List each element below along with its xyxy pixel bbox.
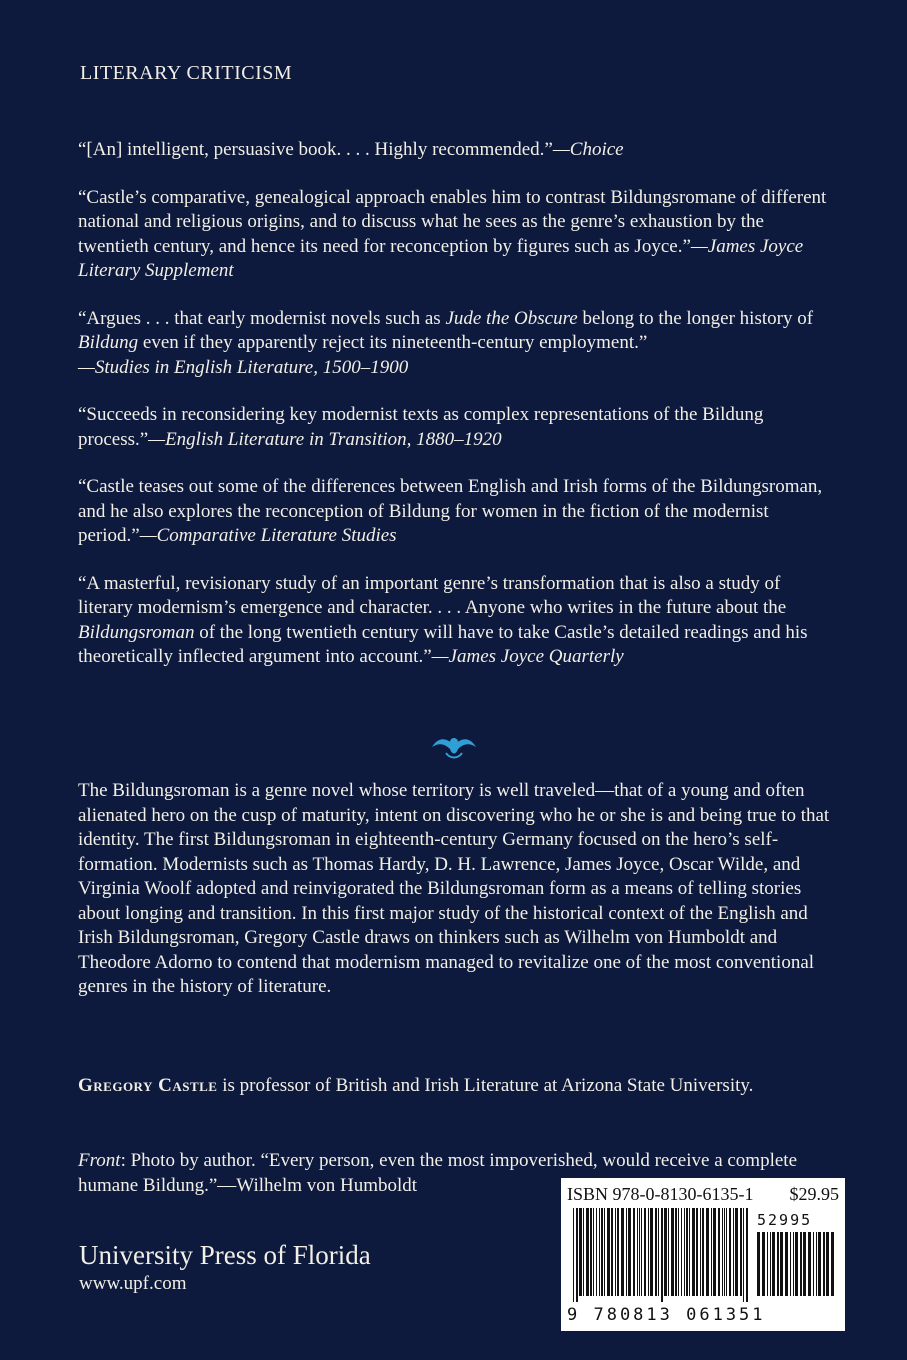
review-quote [78,403,838,452]
review-quote [78,138,838,163]
barcode-bar [668,1208,669,1296]
barcode-bar [641,1208,642,1296]
barcode-bar [767,1232,768,1296]
barcode-bar [671,1208,674,1296]
barcode-bar [681,1208,682,1296]
review-text: belong to the longer history of [577,307,814,329]
author-bio [78,1074,818,1099]
barcode-bar [655,1208,657,1296]
barcode-bar [816,1232,817,1296]
barcode-bar [818,1232,821,1296]
barcode-bar [599,1208,600,1296]
price-addon-barcode [757,1232,837,1302]
review-text: “[An] intelligent, persuasive book. . . . Highly recommended.” [78,139,553,160]
barcode-bar [772,1232,775,1296]
review-text: “Argues . . . that early modernist novels such as [78,307,446,329]
isbn-number: ISBN 978-0-8130-6135-1 [567,1184,754,1204]
ean-barcode [573,1208,749,1302]
review-source: —Comparative Literature Studies [139,525,397,546]
publisher-name: University Press of Florida [79,1240,371,1270]
credit-label: Front [78,1150,121,1171]
barcode-bar [573,1208,574,1302]
price-code: 52995 [757,1211,813,1229]
review-italic-title: Jude the Obscure [445,307,578,329]
barcode-bar [586,1208,589,1296]
barcode-bar [686,1208,688,1296]
review-source: —English Literature in Transition, 1880–1920 [148,428,502,450]
book-description: The Bildungsroman is a genre novel whose territory is well traveled—that of a young and often alienated hero on the cusp of maturity, intent on discovering who he or she is and being true to that identity. The first Bildungsroman in eighteenth-century Germany focused on the hero’s self-formation. Modernists such as Thomas Hardy, D. H. Lawrence, James Joyce, Oscar Wilde, and Virginia Woolf adopted and reinvigorated the Bildungsroman form as a means of telling stories about longing and transition. In this first major study of the historical context of the English and Irish Bildungsroman, Gregory Castle draws on thinkers such as Wilhelm von Humboldt and Theodore Adorno to contend that modernism managed to revitalize one of the most conventional genres in the history of literature. [78,780,830,997]
barcode-bar [611,1208,613,1296]
barcode-bar [617,1208,619,1296]
review-quote [78,307,838,381]
barcode-bar [648,1208,649,1296]
review-text: “Castle teases out some of the differences between English and Irish forms of the Bildungsroman, and he also explores the reconception of Bildung for women in the fiction of the modernist period.” [78,476,823,546]
review-italic-title: Bildungsroman [78,621,195,643]
review-text: “Castle’s comparative, genealogical approach enables him to contrast Bildungsromane of different national and religious origins, and to discuss what he sees as the genre’s exhaustion by the twentieth century, and hence its need for reconception by figures such as Joyce.” [78,186,827,257]
price-label: $29.95 [789,1184,839,1204]
review-text: “A masterful, revisionary study of an important genre’s transformation that is also a study of literary modernism’s emergence and character. . . . Anyone who writes in the future about the [78,572,787,618]
review-text: of the long twentieth century will have to take Castle’s detailed readings and his theoretically inflected argument into account.” [78,621,808,667]
review-quote [78,475,838,549]
review-italic-title: Bildung [78,332,139,353]
barcode-bar [706,1208,709,1296]
credit-text: : Photo by author. “Every person, even the most impoverished, would receive a complete humane Bildung.”—Wilhelm von Humboldt [78,1150,798,1196]
barcode-bar [793,1232,794,1296]
barcode-bar [633,1208,635,1296]
barcode-bar [626,1208,627,1296]
barcode-bar [800,1232,802,1296]
barcode-bar [678,1208,679,1296]
review-quote [78,572,838,670]
barcode-box [561,1178,845,1331]
barcode-bar [692,1208,695,1296]
publisher-website: www.upf.com [79,1273,187,1294]
barcode-bar [583,1208,584,1296]
barcode-bar [718,1208,720,1296]
isbn-line [567,1184,839,1205]
barcode-bar [724,1208,725,1296]
barcode-bar [803,1232,806,1296]
category-label: LITERARY CRITICISM [80,62,293,84]
barcode-bar [696,1208,698,1296]
barcode-bar [700,1208,701,1296]
review-quote [78,186,838,284]
barcode-bar [615,1208,616,1296]
barcode-bar [808,1232,811,1296]
barcode-bar [780,1232,783,1296]
barcode-bar [601,1208,603,1296]
review-source: —James Joyce Literary Supplement [78,235,804,281]
barcode-bar [684,1208,685,1296]
barcode-bar [757,1232,760,1296]
barcode-bar [644,1208,646,1296]
review-source: —James Joyce Quarterly [431,646,624,667]
barcode-bar [650,1208,653,1296]
review-text: even if they apparently reject its nineteenth-century employment.” [138,332,648,353]
author-name: Gregory Castle [78,1075,218,1096]
barcode-bar [579,1208,582,1296]
barcode-bar [746,1208,748,1302]
reviews-section [78,138,838,693]
barcode-bar [777,1232,779,1296]
barcode-bar [831,1232,834,1296]
barcode-bar [713,1208,716,1296]
barcode-bar [813,1232,814,1296]
review-source: —Studies in English Literature, 1500–1900 [78,356,409,378]
barcode-bar [628,1208,631,1296]
barcode-bar [661,1208,663,1302]
barcode-bar [637,1208,638,1296]
barcode-bar [770,1232,771,1296]
barcode-bar [729,1208,731,1296]
author-bio-text: is professor of British and Irish Literature at Arizona State University. [217,1075,754,1096]
barcode-bar [621,1208,624,1296]
barcode-bar [785,1232,788,1296]
barcode-bar [740,1208,742,1296]
barcode-bar [826,1232,829,1296]
barcode-bar [711,1208,712,1296]
barcode-bar [733,1208,734,1296]
barcode-bar [593,1208,594,1296]
barcode-bar [795,1232,798,1296]
barcode-bar [590,1208,592,1296]
barcode-bar [664,1208,667,1296]
review-text: “Succeeds in reconsidering key modernist texts as complex representations of the Bildung process.” [78,404,764,450]
barcode-bar [689,1208,690,1296]
review-source: —Choice [552,139,624,160]
barcode-digits: 9 780813 061351 [567,1305,766,1325]
barcode-bar [596,1208,597,1296]
barcode-bar [722,1208,723,1296]
barcode-bar [702,1208,704,1296]
barcode-bar [823,1232,825,1296]
barcode-bar [743,1208,744,1302]
fleuron-icon [428,733,480,761]
barcode-bar [576,1208,578,1302]
barcode-bar [762,1232,765,1296]
barcode-bar [790,1232,791,1296]
barcode-bar [658,1208,659,1296]
barcode-bar [726,1208,727,1296]
barcode-bar [675,1208,677,1296]
barcode-bar [604,1208,605,1296]
barcode-bar [639,1208,640,1296]
barcode-bar [607,1208,610,1296]
barcode-bar [735,1208,738,1296]
